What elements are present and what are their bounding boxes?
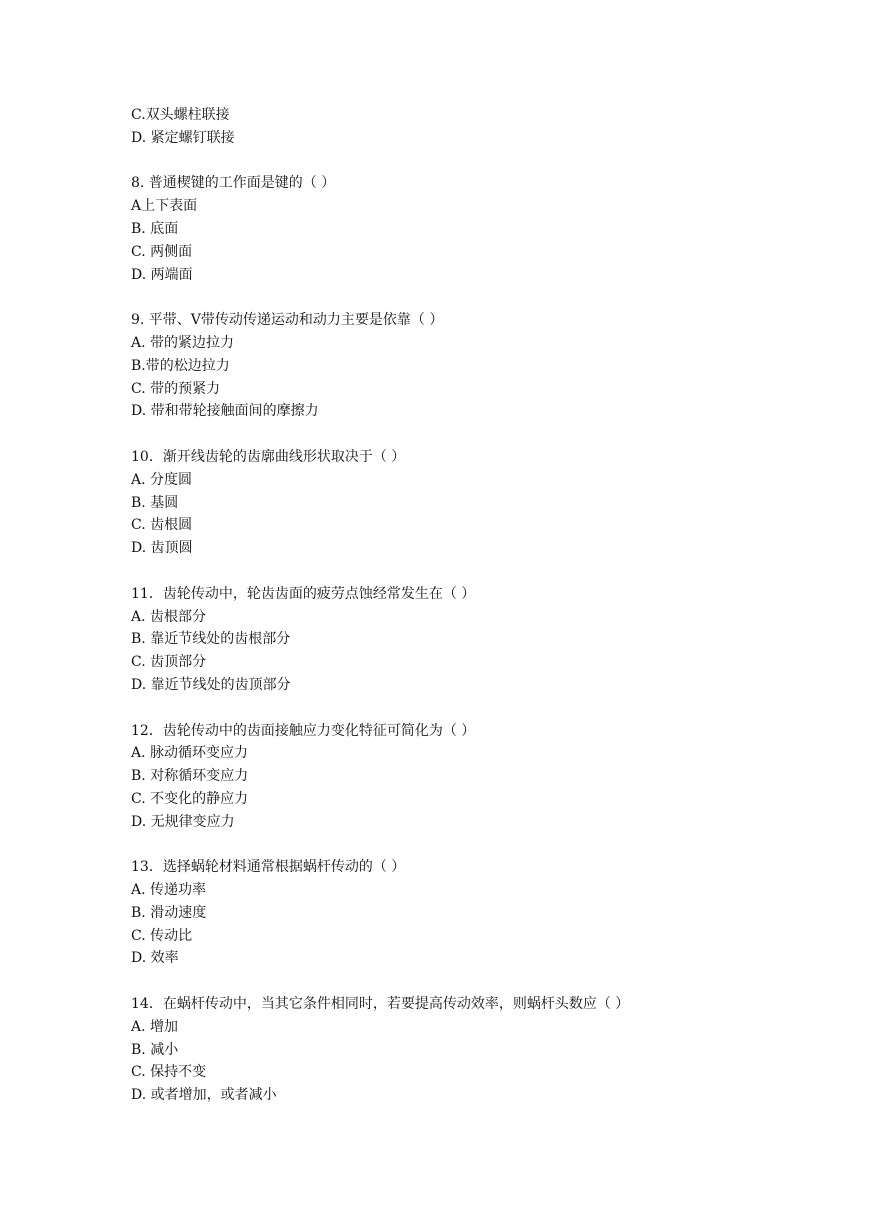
- question-block: [131, 583, 791, 697]
- option-line: B. 滑动速度: [131, 904, 207, 921]
- option-line: B. 基圆: [131, 494, 179, 511]
- option-line: A. 传递功率: [131, 882, 207, 899]
- option-line: B.带的松边拉力: [131, 357, 230, 374]
- option-line: B. 对称循环变应力: [131, 768, 249, 785]
- question-text: 8. 普通楔键的工作面是键的（ ）: [131, 175, 336, 192]
- question-text: 9. 平带、V带传动传递运动和动力主要是依靠（ ）: [131, 312, 444, 329]
- option-line: D. 带和带轮接触面间的摩擦力: [131, 403, 319, 420]
- option-line: C. 传动比: [131, 927, 193, 944]
- question-block: [131, 720, 791, 834]
- option-line: C. 不变化的静应力: [131, 790, 249, 807]
- question-block: [131, 856, 791, 970]
- option-line: D. 两端面: [131, 266, 193, 283]
- question-block: [131, 309, 791, 423]
- option-line: D. 齿顶圆: [131, 540, 193, 557]
- question-block: [131, 172, 791, 286]
- option-line: D. 无规律变应力: [131, 813, 235, 830]
- option-line: B. 减小: [131, 1041, 179, 1058]
- option-line: D. 效率: [131, 950, 179, 967]
- option-line: A. 增加: [131, 1018, 179, 1035]
- document-page: [131, 104, 791, 1107]
- option-line: B. 底面: [131, 220, 179, 237]
- option-line: C. 两侧面: [131, 243, 193, 260]
- question-text: 13．选择蜗轮材料通常根据蜗杆传动的（ ）: [131, 859, 406, 876]
- option-line: C. 带的预紧力: [131, 380, 221, 397]
- question-text: 11．齿轮传动中，轮齿齿面的疲劳点蚀经常发生在（ ）: [131, 585, 476, 602]
- option-line: D. 或者增加，或者减小: [131, 1087, 277, 1104]
- option-line: A. 齿根部分: [131, 608, 207, 625]
- option-line: A. 带的紧边拉力: [131, 334, 235, 351]
- question-text: 14．在蜗杆传动中，当其它条件相同时，若要提高传动效率，则蜗杆头数应（ ）: [131, 996, 630, 1013]
- option-line: D. 紧定螺钉联接: [131, 129, 235, 146]
- question-block: [131, 446, 791, 560]
- lead-options: [131, 104, 791, 150]
- option-line: A. 脉动循环变应力: [131, 745, 249, 762]
- option-line: C. 齿根圆: [131, 517, 193, 534]
- question-text: 12．齿轮传动中的齿面接触应力变化特征可简化为（ ）: [131, 722, 476, 739]
- option-line: B. 靠近节线处的齿根部分: [131, 631, 291, 648]
- option-line: A上下表面: [131, 198, 198, 215]
- option-line: C. 齿顶部分: [131, 654, 207, 671]
- option-line: D. 靠近节线处的齿顶部分: [131, 676, 291, 693]
- question-block: [131, 993, 791, 1107]
- option-line: C.双头螺柱联接: [131, 107, 230, 123]
- question-text: 10．渐开线齿轮的齿廓曲线形状取决于（ ）: [131, 448, 406, 465]
- option-line: A. 分度圆: [131, 471, 193, 488]
- option-line: C. 保持不变: [131, 1064, 207, 1081]
